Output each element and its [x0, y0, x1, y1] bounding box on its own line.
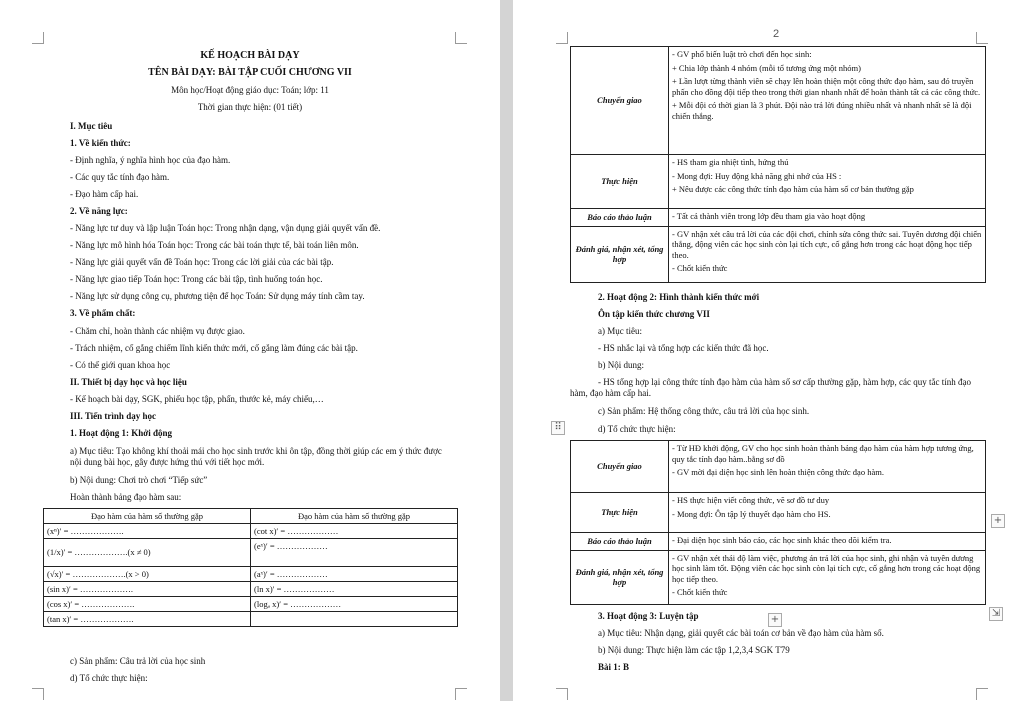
- paragraph: - HS tổng hợp lại công thức tính đạo hàm của hàm số sơ cấp thường gặp, hàm hợp, các quy tắc tính đạo hàm, đạo hàm cấp hai.: [570, 377, 971, 398]
- table-row: [571, 493, 986, 533]
- section-heading: III. Tiến trình dạy học: [70, 411, 156, 421]
- crop-mark: [976, 32, 988, 44]
- table-row: [571, 441, 986, 493]
- row-content: [669, 533, 986, 551]
- table-row: [571, 226, 986, 282]
- list-item: - Năng lực mô hình hóa Toán học: Trong các bài toán thực tế, bài toán liên môn.: [70, 240, 359, 250]
- list-item: - Định nghĩa, ý nghĩa hình học của đạo hàm.: [70, 155, 231, 165]
- crop-mark: [556, 32, 568, 44]
- derivative-table: [43, 508, 458, 627]
- content-line: - Từ HĐ khởi động, GV cho học sinh hoàn thành bảng đạo hàm của hàm hợp tương ứng, quy tắc tính đạo hàm..bằng sơ đồ: [672, 443, 974, 464]
- exercise-heading: Bài 1: B: [598, 662, 630, 672]
- table-row: [44, 612, 458, 627]
- content-line: - Mong đợi: Huy động khả năng ghi nhớ của HS :: [672, 170, 842, 181]
- paragraph: b) Nội dung: Chơi trò chơi “Tiếp sức”: [70, 475, 208, 485]
- paragraph: a) Mục tiêu: Tạo không khí thoải mái cho học sinh trước khi ôn tập, đồng thời giúp các em ý thức được nội dung bài học, gây được hứng thú với tiết học mới.: [70, 446, 442, 467]
- activity-heading: 2. Hoạt động 2: Hình thành kiến thức mới: [598, 292, 760, 302]
- table-cell: (cot x)′ = ………………: [251, 524, 458, 539]
- row-content: [669, 155, 986, 209]
- table-row: [44, 539, 458, 567]
- paragraph: a) Mục tiêu:: [598, 326, 642, 336]
- crop-mark: [32, 32, 44, 44]
- row-label: Thực hiện: [571, 493, 669, 533]
- table-row: [571, 47, 986, 155]
- table-row: [571, 533, 986, 551]
- table-cell: (sin x)′ = ……………….: [44, 582, 251, 597]
- table-header: Đạo hàm của hàm số thường gặp: [44, 509, 251, 524]
- lesson-title: TÊN BÀI DẠY: BÀI TẬP CUỐI CHƯƠNG VII: [148, 67, 352, 78]
- row-label: Báo cáo thảo luận: [571, 533, 669, 551]
- content-line: + Nêu được các công thức tính đạo hàm của hàm số cơ bản thường gặp: [672, 184, 914, 194]
- paragraph: d) Tổ chức thực hiện:: [598, 424, 676, 434]
- list-item: - Trách nhiệm, cố gắng chiếm lĩnh kiến thức mới, cố gắng làm đúng các bài tập.: [70, 343, 358, 353]
- content-line: + Lần lượt từng thành viên sẽ chạy lên hoàn thiện một công thức đạo hàm, sau đó truyền phấn cho đồng đội tiếp theo trong thời gian nhanh nhất để hoàn thành tất cả các công thức.: [672, 76, 981, 97]
- activity-heading: 3. Hoạt động 3: Luyện tập: [598, 611, 699, 621]
- table-row: [44, 524, 458, 539]
- content-line: - HS tham gia nhiệt tình, hứng thú: [672, 157, 789, 167]
- row-content: [669, 550, 986, 604]
- table-cell: (cos x)′ = ……………….: [44, 597, 251, 612]
- add-column-icon[interactable]: +: [991, 514, 1005, 528]
- subsection-heading: 3. Về phẩm chất:: [70, 308, 136, 318]
- table-cell: (eˣ)′ = ………………: [251, 539, 458, 567]
- paragraph: - HS nhắc lại và tổng hợp các kiến thức đã học.: [598, 343, 769, 353]
- activity1-table: [570, 46, 986, 283]
- table-cell: (1/x)′ = ……………….(x ≠ 0): [44, 539, 251, 567]
- paragraph: c) Sản phẩm: Hệ thống công thức, câu trả lời của học sinh.: [598, 406, 810, 416]
- content-line: - GV mời đại diện học sinh lên hoàn thiện công thức đạo hàm.: [672, 467, 884, 477]
- table-resize-icon[interactable]: ⇲: [989, 607, 1003, 621]
- crop-mark: [455, 688, 467, 700]
- row-content: [669, 441, 986, 493]
- paragraph: a) Mục tiêu: Nhận dạng, giải quyết các bài toán cơ bản về đạo hàm của hàm số.: [598, 628, 884, 638]
- subsection-heading: 1. Về kiến thức:: [70, 138, 131, 148]
- content-line: - GV nhận xét thái độ làm việc, phương án trả lời của học sinh, ghi nhận và tuyên dương học sinh làm tốt. Động viên các học sinh còn lại tích cực, cố gắng hơn trong các hoạt động học tiếp theo.: [672, 552, 981, 584]
- content-line: - Tất cả thành viên trong lớp đều tham gia vào hoạt động: [672, 211, 866, 221]
- list-item: - Năng lực tư duy và lập luận Toán học: Trong nhận dạng, vận dụng giải quyết vấn đề.: [70, 223, 381, 233]
- document-page-1: [0, 0, 500, 701]
- table-row: [44, 582, 458, 597]
- add-row-icon[interactable]: +: [768, 613, 782, 627]
- row-label: Báo cáo thảo luận: [571, 209, 669, 227]
- activity2-table: [570, 440, 986, 605]
- section-heading: I. Mục tiêu: [70, 121, 113, 131]
- content-line: + Chia lớp thành 4 nhóm (mỗi tổ tương ứng một nhóm): [672, 62, 861, 73]
- content-line: - HS thực hiện viết công thức, vẽ sơ đồ tư duy: [672, 495, 830, 505]
- row-label: Đánh giá, nhận xét, tổng hợp: [571, 226, 669, 282]
- list-item: - Năng lực giao tiếp Toán học: Trong các bài tập, tình huống toán học.: [70, 274, 323, 284]
- activity-subheading: Ôn tập kiến thức chương VII: [598, 309, 710, 319]
- activity-heading: 1. Hoạt động 1: Khởi động: [70, 428, 173, 438]
- table-header: Đạo hàm của hàm số thường gặp: [251, 509, 458, 524]
- table-cell: (ln x)′ = ………………: [251, 582, 458, 597]
- paragraph: d) Tổ chức thực hiện:: [70, 673, 148, 683]
- list-item: - Các quy tắc tính đạo hàm.: [70, 172, 170, 182]
- row-content: [669, 493, 986, 533]
- table-row: [44, 597, 458, 612]
- crop-mark: [455, 32, 467, 44]
- row-content: [669, 209, 986, 227]
- table-row: [571, 155, 986, 209]
- table-cell: (√x)′ = ……………….(x > 0): [44, 567, 251, 582]
- paragraph: b) Nội dung:: [598, 360, 644, 370]
- drag-handle-icon[interactable]: ⠿: [551, 421, 565, 435]
- list-item: - Năng lực giải quyết vấn đề Toán học: Trong các lời giải của các bài tập.: [70, 257, 334, 267]
- crop-mark: [976, 688, 988, 700]
- table-cell: (tan x)′ = ……………….: [44, 612, 251, 627]
- paragraph: Hoàn thành bảng đạo hàm sau:: [70, 492, 182, 502]
- list-item: - Có thế giới quan khoa học: [70, 360, 171, 370]
- row-label: Chuyển giao: [571, 47, 669, 155]
- row-label: Thực hiện: [571, 155, 669, 209]
- table-row: [571, 550, 986, 604]
- list-item: - Năng lực sử dụng công cụ, phương tiện để học Toán: Sử dụng máy tính cầm tay.: [70, 291, 365, 301]
- content-line: - GV nhận xét câu trả lời của các đội chơi, chỉnh sửa công thức sai. Tuyên dương đội chiến thắng, động viên các học sinh còn lại tích cực, cố gắng hơn trong các hoạt động học tiếp theo.: [672, 228, 982, 260]
- list-item: - Đạo hàm cấp hai.: [70, 189, 139, 199]
- table-cell: (logₐ x)′ = ………………: [251, 597, 458, 612]
- doc-title: KẾ HOẠCH BÀI DẠY: [200, 50, 300, 61]
- section-heading: II. Thiết bị dạy học và học liệu: [70, 377, 187, 387]
- content-line: + Mỗi đội có thời gian là 3 phút. Đội nào trả lời đúng nhiều nhất và nhanh nhất sẽ là đội chiến thắng.: [672, 100, 972, 121]
- table-cell: (xⁿ)′ = ……………….: [44, 524, 251, 539]
- row-label: Đánh giá, nhận xét, tổng hợp: [571, 550, 669, 604]
- table-cell: (aˣ)′ = ………………: [251, 567, 458, 582]
- duration-line: Thời gian thực hiện: (01 tiết): [197, 102, 303, 112]
- row-content: [669, 47, 986, 155]
- document-page-2: [513, 0, 1021, 701]
- list-item: - Chăm chỉ, hoàn thành các nhiệm vụ được giao.: [70, 326, 245, 336]
- content-line: - Chốt kiến thức: [672, 263, 728, 273]
- list-item: - Kế hoạch bài dạy, SGK, phiếu học tập, phấn, thước kẻ, máy chiếu,…: [70, 394, 324, 404]
- table-row: [44, 567, 458, 582]
- subsection-heading: 2. Về năng lực:: [70, 206, 128, 216]
- page-gap: [500, 0, 513, 701]
- content-line: - Mong đợi: Ôn tập lý thuyết đạo hàm cho HS.: [672, 508, 831, 519]
- crop-mark: [556, 688, 568, 700]
- table-cell: [251, 612, 458, 627]
- row-label: Chuyển giao: [571, 441, 669, 493]
- content-line: - GV phổ biến luật trò chơi đến học sinh:: [672, 49, 812, 59]
- paragraph: b) Nội dung: Thực hiện làm các tập 1,2,3,4 SGK T79: [598, 645, 790, 655]
- subject-line: Môn học/Hoạt động giáo dục: Toán; lớp: 11: [171, 85, 329, 95]
- paragraph: c) Sản phẩm: Câu trả lời của học sinh: [70, 656, 206, 666]
- page-number: 2: [773, 28, 780, 40]
- table-row: [571, 209, 986, 227]
- content-line: - Đại diện học sinh báo cáo, các học sinh khác theo dõi kiểm tra.: [672, 535, 892, 545]
- crop-mark: [32, 688, 44, 700]
- row-content: [669, 226, 986, 282]
- content-line: - Chốt kiến thức: [672, 587, 728, 597]
